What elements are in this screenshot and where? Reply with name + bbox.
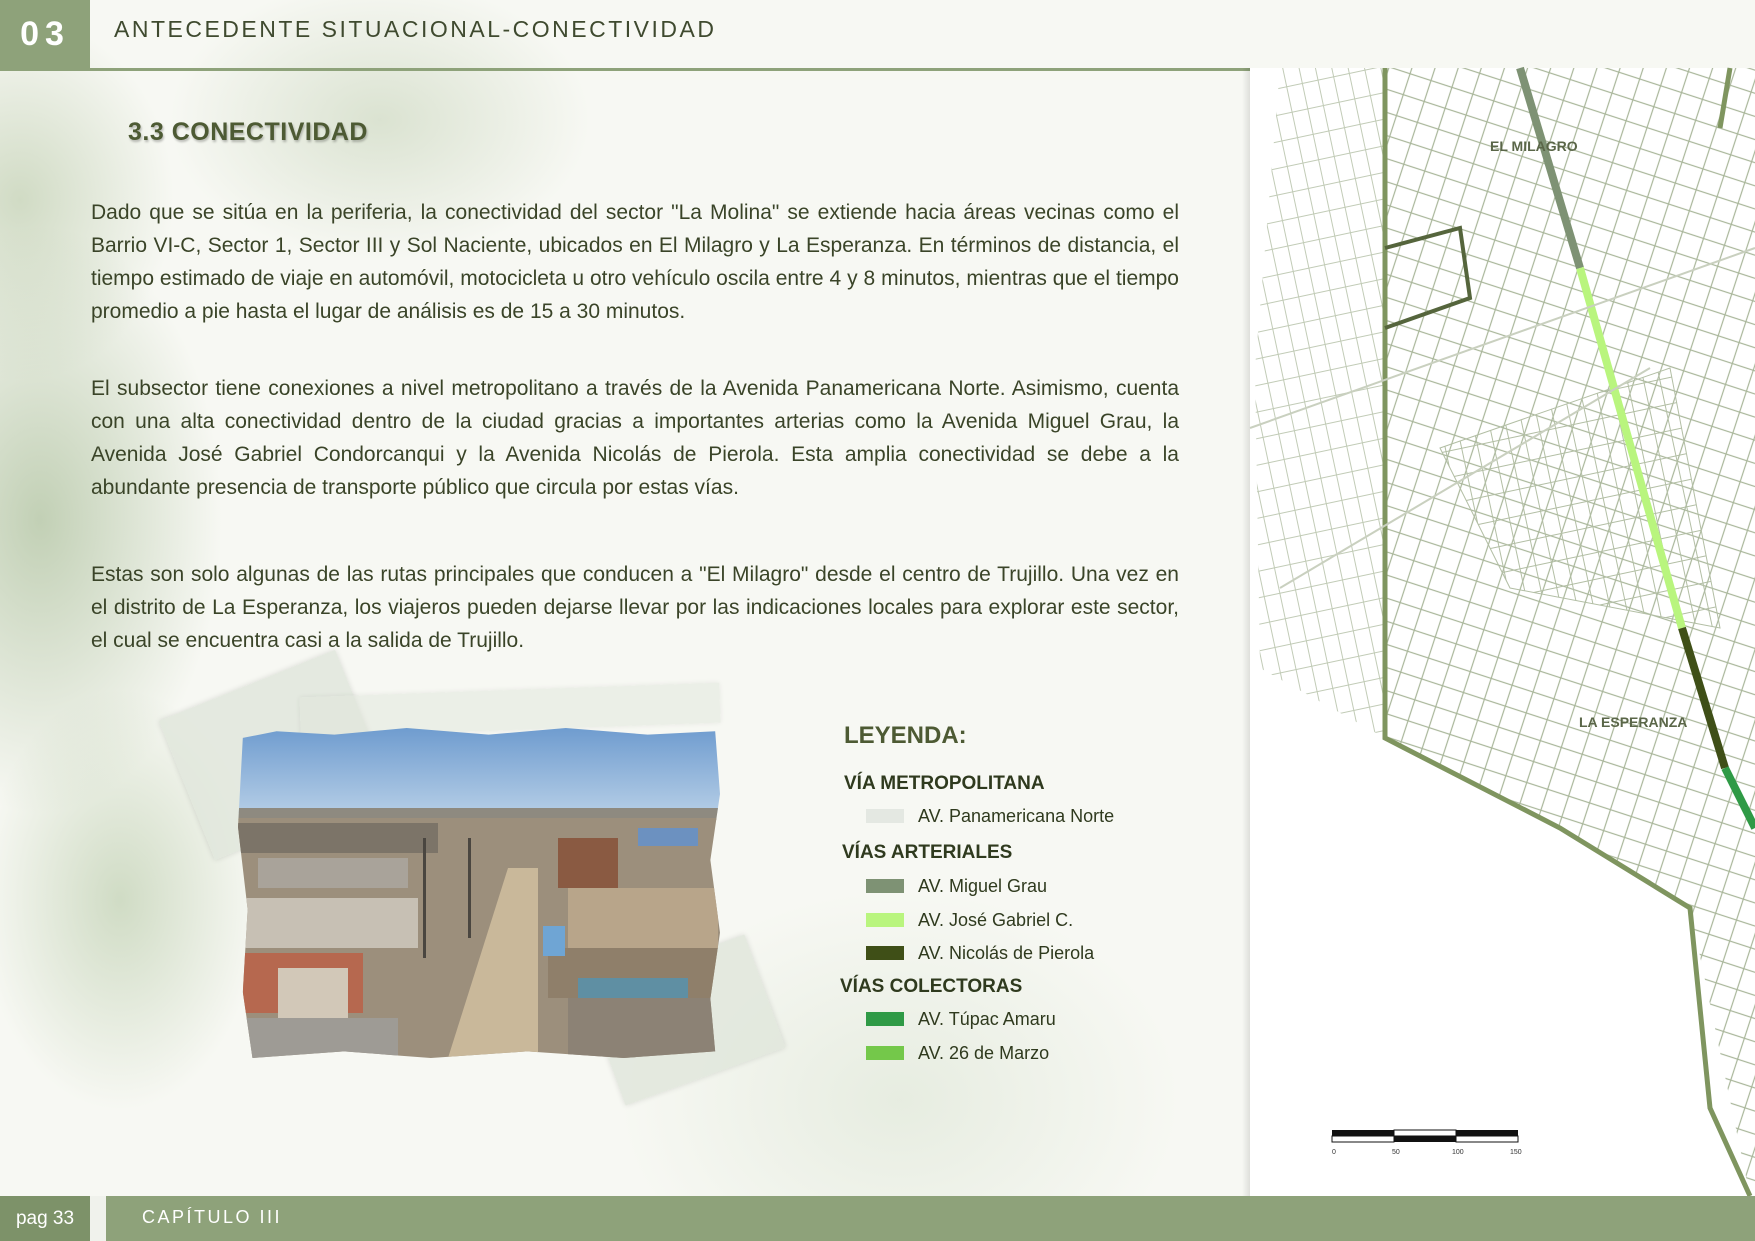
legend-item-26-de-marzo [866,1043,1049,1063]
legend-label: AV. José Gabriel C. [918,909,1074,930]
legend-swatch [866,809,904,823]
legend-item-panamericana [866,806,1114,826]
section-title: 3.3 CONECTIVIDAD [128,118,368,146]
legend-category-colectoras: VÍAS COLECTORAS [840,976,1023,997]
page-number: pag 33 [0,1196,90,1241]
page-footer [0,1196,1755,1241]
connectivity-map [1250,68,1755,1196]
legend-swatch [866,1012,904,1026]
legend-item-jose-gabriel [866,910,1073,930]
legend-swatch [866,879,904,893]
map-scale-bar [1332,1130,1522,1158]
legend-item-tupac-amaru [866,1009,1056,1029]
neighborhood-photo [238,728,720,1058]
legend-swatch [866,913,904,927]
scale-tick-150: 150 [1510,1149,1522,1156]
scale-tick-100: 100 [1452,1149,1464,1156]
footer-divider [90,1196,106,1241]
legend-category-metropolitana: VÍA METROPOLITANA [844,773,1045,794]
legend-title: LEYENDA: [844,722,967,749]
scale-tick-50: 50 [1392,1149,1400,1156]
page-title: ANTECEDENTE SITUACIONAL-CONECTIVIDAD [114,16,717,42]
legend-category-arteriales: VÍAS ARTERIALES [842,842,1013,863]
paragraph-1: Dado que se sitúa en la periferia, la conectividad del sector "La Molina" se extiende hacia áreas vecinas como el Barrio VI-C, Sector 1, Sector III y Sol Naciente, ubicados en El Milagro y La Esperanza. En términos de distancia, el tiempo estimado de viaje en automóvil, motocicleta u otro vehículo oscila entre 4 y 8 minutos, mientras que el tiempo promedio a pie hasta el lugar de análisis es de 15 a 30 minutos. [91,201,1179,323]
chapter-label: CAPÍTULO III [142,1207,283,1227]
paragraph-3: Estas son solo algunas de las rutas principales que conducen a "El Milagro" desde el centro de Trujillo. Una vez en el distrito de La Esperanza, los viajeros pueden dejarse llevar por las indicaciones locales para explorar este sector, el cual se encuentra casi a la salida de Trujillo. [91,563,1179,652]
legend-item-miguel-grau [866,876,1047,896]
map-label-el-milagro: EL MILAGRO [1490,138,1578,154]
legend-label: AV. 26 de Marzo [918,1042,1050,1063]
legend-swatch [866,946,904,960]
legend-label: AV. Panamericana Norte [918,805,1115,826]
legend-item-nicolas-pierola [866,943,1094,963]
scale-tick-0: 0 [1332,1149,1336,1156]
page-header [0,0,1755,71]
chapter-number-badge: 03 [0,0,90,68]
legend-label: AV. Túpac Amaru [918,1008,1056,1029]
legend-label: AV. Nicolás de Pierola [918,942,1095,963]
legend-label: AV. Miguel Grau [918,875,1048,896]
map-label-la-esperanza: LA ESPERANZA [1579,714,1688,730]
legend-swatch [866,1046,904,1060]
paragraph-2: El subsector tiene conexiones a nivel metropolitano a través de la Avenida Panamericana Norte. Asimismo, cuenta con una alta conectividad dentro de la ciudad gracias a importantes arterias como la Avenida Miguel Grau, la Avenida José Gabriel Condorcanqui y la Avenida Nicolás de Pierola. Esta amplia conectividad se debe a la abundante presencia de transporte público que circula por estas vías. [91,377,1179,499]
